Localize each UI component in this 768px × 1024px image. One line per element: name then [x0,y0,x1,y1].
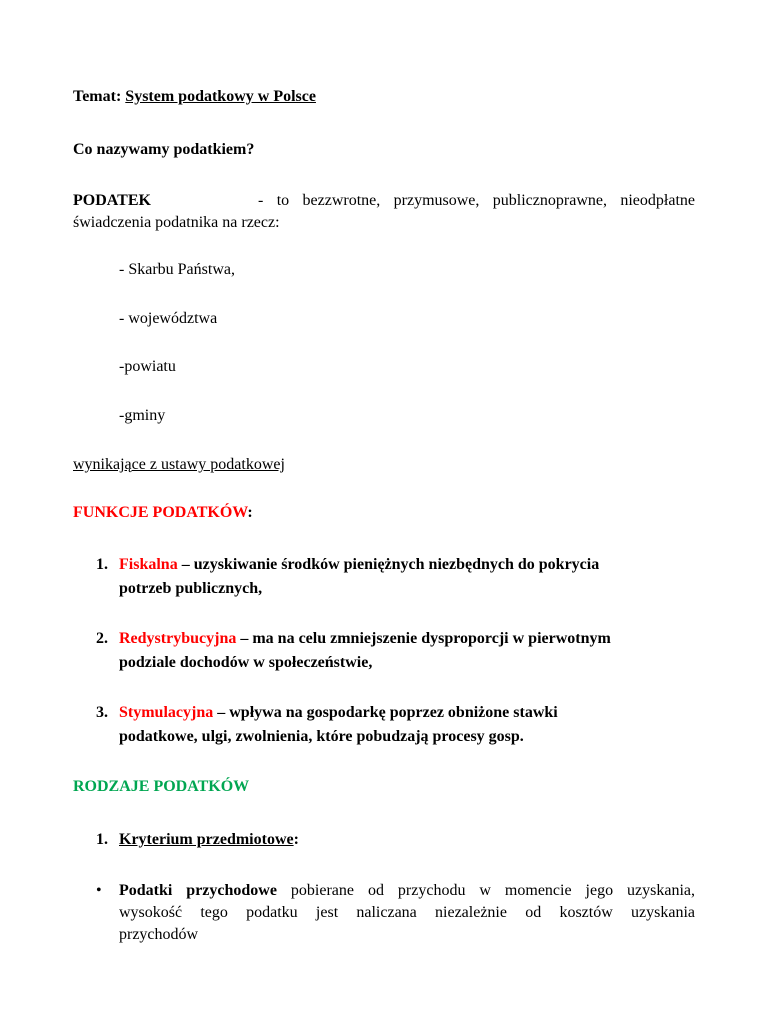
recipient-item: -gminy [119,407,166,424]
source-note: wynikające z ustawy podatkowej [73,456,285,473]
function-desc-line-1: – ma na celu zmniejszenie dysproporcji w pierwotnym [236,630,611,647]
types-heading: RODZAJE PODATKÓW [73,778,250,795]
function-desc-line-2: potrzeb publicznych, [119,580,263,597]
function-desc-line-1: – uzyskiwanie środków pieniężnych niezbędnych do pokrycia [177,556,600,573]
function-item-stymulacyjna [119,701,679,749]
definition-text-1: - to bezzwrotne, przymusowe, publicznoprawne, nieodpłatne [258,192,695,209]
function-item-fiskalna [119,553,679,601]
function-desc-line-1: – wpływa na gospodarkę poprzez obniżone stawki [213,704,558,721]
definition-line-1 [73,190,695,212]
bullet-line-1 [119,880,695,902]
recipient-item: - województwa [119,310,218,327]
bullet-text-1: pobierane od przychodu w momencie jego uzyskania, [276,882,696,899]
function-name: Redystrybucyjna [119,630,237,647]
recipient-item: - Skarbu Państwa, [119,261,235,278]
definition-line-2: świadczenia podatnika na rzecz: [73,214,280,231]
function-number: 3. [96,704,108,721]
functions-heading-suffix: : [247,504,253,521]
recipient-item: -powiatu [119,358,176,375]
bullet-symbol: • [96,882,102,899]
criterion-number: 1. [96,831,108,848]
definition-paragraph [73,190,695,234]
topic-label: Temat: [73,88,122,105]
criterion-suffix: : [293,831,299,848]
functions-heading [73,502,695,524]
function-name: Fiskalna [119,556,178,573]
function-desc-line-2: podatkowe, ulgi, zwolnienia, które pobudzają procesy gosp. [119,728,524,745]
function-number: 2. [96,630,108,647]
bullet-line-2: wysokość tego podatku jest naliczana niezależnie od kosztów uzyskania [119,904,695,921]
bullet-term: Podatki przychodowe [119,882,277,899]
question-heading: Co nazywamy podatkiem? [73,141,255,158]
bullet-line-3: przychodów [119,926,199,943]
criterion-label: Kryterium przedmiotowe [119,831,294,848]
bullet-item-podatki-przychodowe [119,880,695,946]
function-number: 1. [96,556,108,573]
functions-heading-text: FUNKCJE PODATKÓW [73,504,248,521]
function-item-redystrybucyjna [119,627,679,675]
function-desc-line-2: podziale dochodów w społeczeństwie, [119,654,373,671]
topic-line [73,86,695,108]
definition-term: PODATEK [73,192,151,209]
topic-title: System podatkowy w Polsce [125,88,316,105]
criterion-heading [119,828,679,852]
function-name: Stymulacyjna [119,704,214,721]
